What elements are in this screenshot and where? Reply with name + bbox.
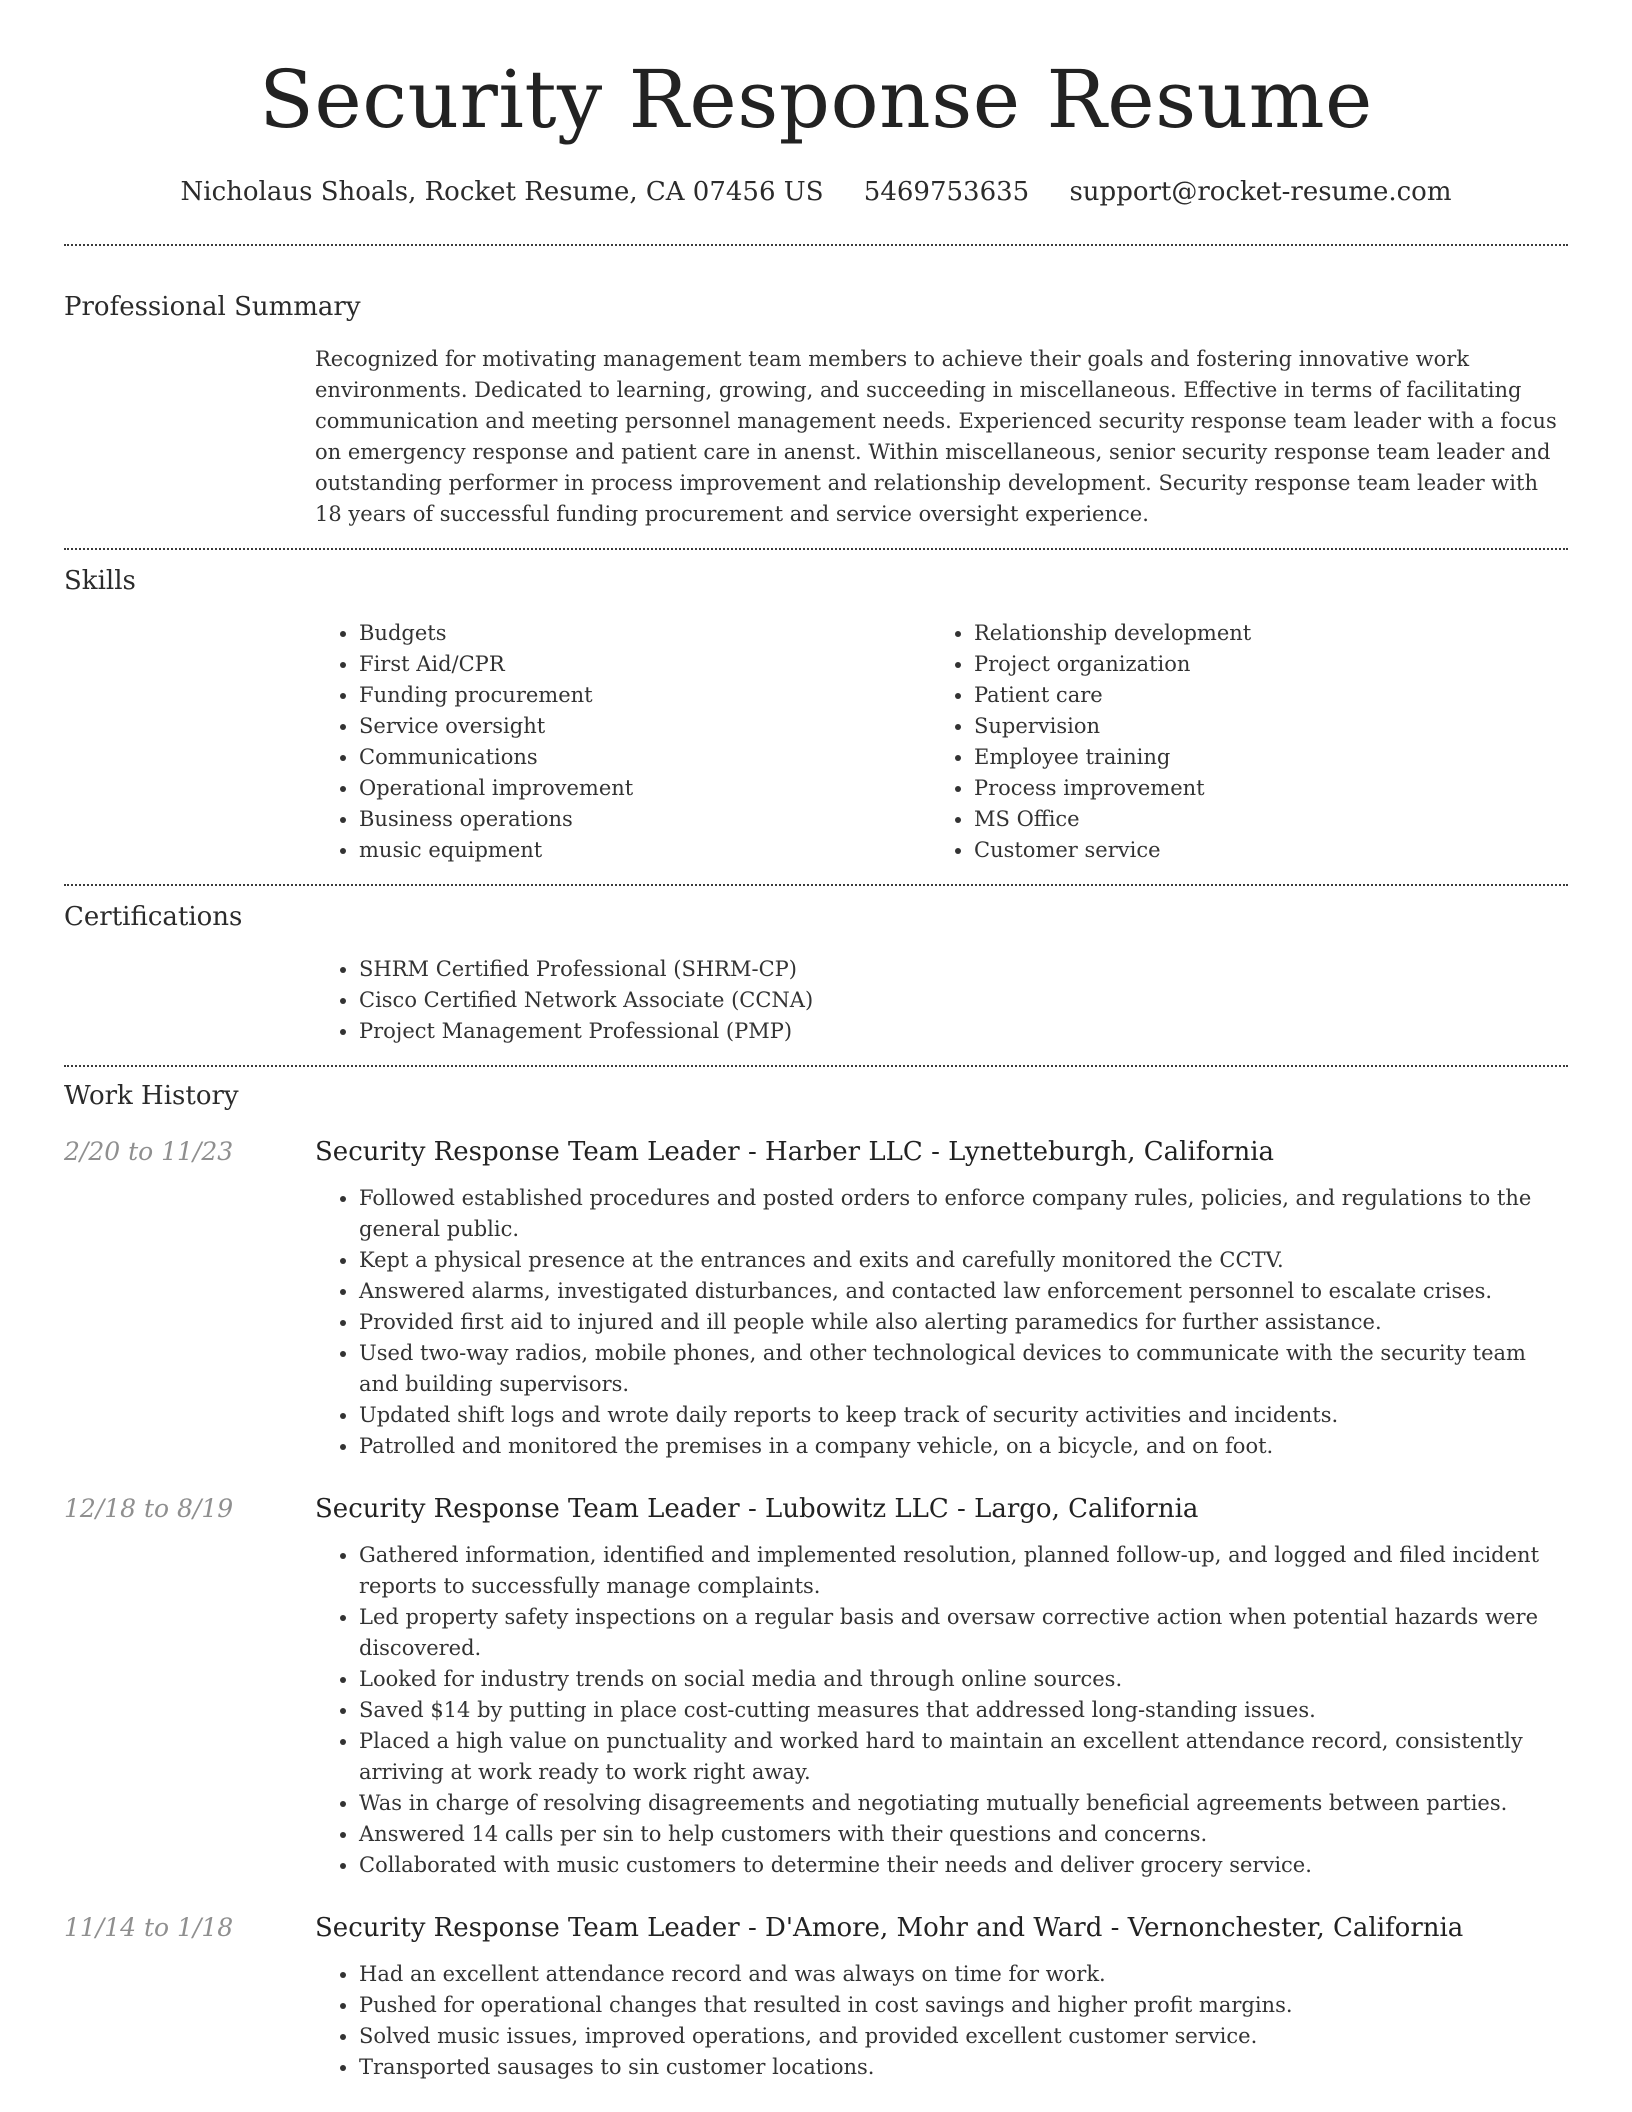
job-title: Security Response Team Leader - Harber LLC - Lynetteburgh, California — [315, 1137, 1275, 1167]
skill-item: • Customer service — [974, 835, 1545, 866]
job-entry — [64, 1911, 1568, 1945]
job-duty-item: • Was in charge of resolving disagreements and negotiating mutually beneficial agreements between parties. — [359, 1788, 1568, 1819]
contact-email: support@rocket-resume.com — [1069, 177, 1452, 207]
resume-page — [64, 0, 1568, 2083]
skill-item: • Project organization — [974, 649, 1545, 680]
skill-item: • MS Office — [974, 804, 1545, 835]
job-duty-item: • Looked for industry trends on social media and through online sources. — [359, 1664, 1568, 1695]
job-entry — [64, 1492, 1568, 1526]
job-duty-item: • Answered alarms, investigated disturbances, and contacted law enforcement personnel to escalate crises. — [359, 1276, 1568, 1307]
certification-item: • SHRM Certified Professional (SHRM-CP) — [359, 954, 813, 985]
skill-item: • Process improvement — [974, 773, 1545, 804]
section-heading-summary: Professional Summary — [64, 292, 361, 322]
section-heading-work-history: Work History — [64, 1081, 239, 1111]
skill-item: • Budgets — [359, 618, 930, 649]
job-duty-item: • Had an excellent attendance record and was always on time for work. — [359, 1959, 1568, 1990]
resume-title: Security Response Resume — [259, 53, 1373, 146]
divider — [64, 244, 1568, 246]
section-heading-certifications: Certifications — [64, 902, 243, 932]
contact-phone: 5469753635 — [863, 177, 1030, 207]
summary-text: Recognized for motivating management team members to achieve their goals and fostering innovative work environments. Dedicated to learning, growing, and succeeding in miscellaneous. Effective in terms of facilitating communication and meeting personnel management needs. Experienced security response team leader with a focus on emergency response and patient care in anenst. Within miscellaneous, senior security response team leader and outstanding performer in process improvement and relationship development. Security response team leader with 18 years of successful funding procurement and service oversight experience. — [315, 347, 1557, 526]
skill-item: • Supervision — [974, 711, 1545, 742]
job-duty-item: • Pushed for operational changes that resulted in cost savings and higher profit margins. — [359, 1990, 1568, 2021]
skill-item: • First Aid/CPR — [359, 649, 930, 680]
job-duties — [315, 1959, 1568, 2083]
job-duty-item: • Provided first aid to injured and ill people while also alerting paramedics for further assistance. — [359, 1307, 1568, 1338]
job-duty-item: • Kept a physical presence at the entrances and exits and carefully monitored the CCTV. — [359, 1245, 1568, 1276]
skill-item: • Relationship development — [974, 618, 1545, 649]
divider — [64, 884, 1568, 886]
job-dates: 11/14 to 1/18 — [64, 1913, 234, 1942]
skills-column-right — [930, 618, 1545, 866]
job-duty-item: • Patrolled and monitored the premises in a company vehicle, on a bicycle, and on foot. — [359, 1431, 1568, 1462]
job-duty-item: • Updated shift logs and wrote daily reports to keep track of security activities and incidents. — [359, 1400, 1568, 1431]
job-duty-item: • Solved music issues, improved operations, and provided excellent customer service. — [359, 2021, 1568, 2052]
divider — [64, 548, 1568, 550]
contact-address: Nicholaus Shoals, Rocket Resume, CA 07456 US — [180, 177, 824, 207]
job-duty-item: • Gathered information, identified and implemented resolution, planned follow-up, and logged and filed incident reports to successfully manage complaints. — [359, 1540, 1568, 1602]
job-entry — [64, 1135, 1568, 1169]
job-duty-item: • Followed established procedures and posted orders to enforce company rules, policies, and regulations to the general public. — [359, 1183, 1568, 1245]
skill-item: • Service oversight — [359, 711, 930, 742]
skills-column-left — [315, 618, 930, 866]
divider — [64, 1065, 1568, 1067]
contact-line — [64, 174, 1568, 210]
job-duty-item: • Used two-way radios, mobile phones, and other technological devices to communicate with the security team and building supervisors. — [359, 1338, 1568, 1400]
job-duties — [315, 1183, 1568, 1462]
job-duties — [315, 1540, 1568, 1881]
job-title: Security Response Team Leader - D'Amore, Mohr and Ward - Vernonchester, California — [315, 1913, 1464, 1943]
skills-list — [315, 618, 1568, 866]
section-heading-skills: Skills — [64, 566, 136, 596]
skill-item: • Employee training — [974, 742, 1545, 773]
skill-item: • Patient care — [974, 680, 1545, 711]
skill-item: • Funding procurement — [359, 680, 930, 711]
certifications-list — [315, 954, 1568, 1047]
job-duty-item: • Answered 14 calls per sin to help customers with their questions and concerns. — [359, 1819, 1568, 1850]
job-title: Security Response Team Leader - Lubowitz LLC - Largo, California — [315, 1494, 1199, 1524]
job-duty-item: • Led property safety inspections on a regular basis and oversaw corrective action when potential hazards were discovered. — [359, 1602, 1568, 1664]
certification-item: • Cisco Certified Network Associate (CCNA) — [359, 985, 813, 1016]
skill-item: • Business operations — [359, 804, 930, 835]
skill-item: • Communications — [359, 742, 930, 773]
certification-item: • Project Management Professional (PMP) — [359, 1016, 813, 1047]
job-duty-item: • Saved $14 by putting in place cost-cutting measures that addressed long-standing issues. — [359, 1695, 1568, 1726]
job-dates: 2/20 to 11/23 — [64, 1137, 234, 1166]
job-duty-item: • Transported sausages to sin customer locations. — [359, 2052, 1568, 2083]
skill-item: • music equipment — [359, 835, 930, 866]
job-duty-item: • Collaborated with music customers to determine their needs and deliver grocery service. — [359, 1850, 1568, 1881]
job-duty-item: • Placed a high value on punctuality and worked hard to maintain an excellent attendance record, consistently arriving at work ready to work right away. — [359, 1726, 1568, 1788]
skill-item: • Operational improvement — [359, 773, 930, 804]
job-dates: 12/18 to 8/19 — [64, 1494, 234, 1523]
